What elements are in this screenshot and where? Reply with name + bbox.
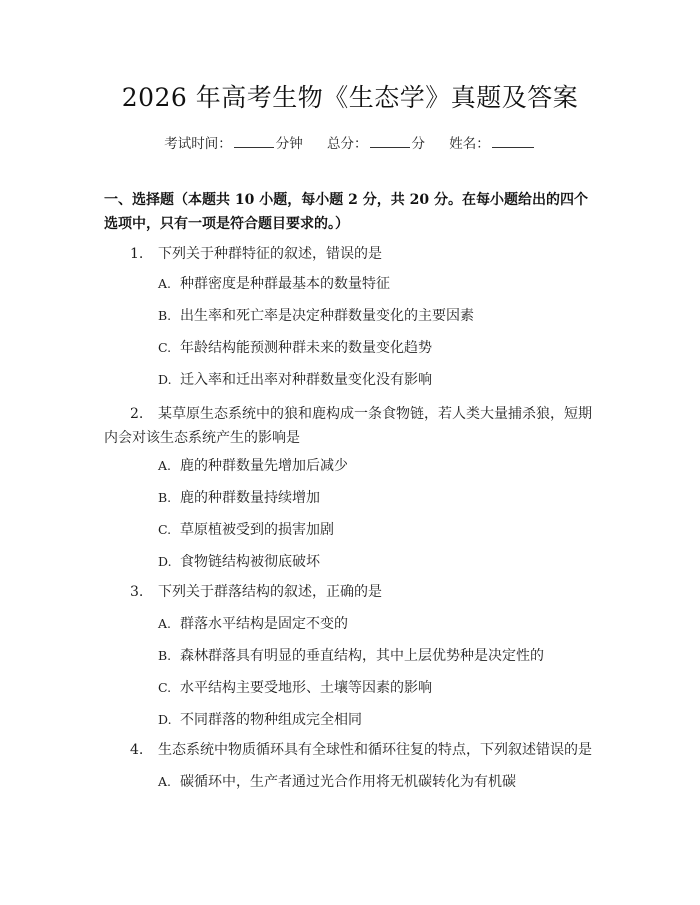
option-text: 食物链结构被彻底破坏 bbox=[180, 554, 320, 570]
option-letter: D. bbox=[158, 554, 172, 569]
exam-info-line bbox=[0, 132, 700, 152]
option-text: 鹿的种群数量先增加后减少 bbox=[180, 458, 348, 474]
option-text: 迁入率和迁出率对种群数量变化没有影响 bbox=[180, 372, 432, 388]
question-3-option-b[interactable] bbox=[158, 646, 544, 666]
question-3-option-d[interactable] bbox=[158, 710, 362, 730]
option-text: 草原植被受到的损害加剧 bbox=[180, 522, 334, 538]
question-2-option-a[interactable] bbox=[158, 456, 348, 476]
option-text: 不同群落的物种组成完全相同 bbox=[180, 712, 362, 728]
option-text: 出生率和死亡率是决定种群数量变化的主要因素 bbox=[180, 308, 474, 324]
option-text: 水平结构主要受地形、土壤等因素的影响 bbox=[180, 680, 432, 696]
total-score-blank[interactable] bbox=[370, 135, 410, 148]
question-stem: 生态系统中物质循环具有全球性和循环往复的特点，下列叙述错误的是 bbox=[158, 742, 592, 758]
question-1 bbox=[104, 242, 596, 266]
question-3-option-c[interactable] bbox=[158, 678, 432, 698]
option-letter: A. bbox=[158, 774, 172, 789]
exam-time-field bbox=[164, 132, 303, 152]
option-text: 种群密度是种群最基本的数量特征 bbox=[180, 276, 390, 292]
option-letter: C. bbox=[158, 680, 172, 695]
exam-time-unit: 分钟 bbox=[275, 136, 303, 152]
question-number: 3. bbox=[130, 584, 144, 600]
question-number: 1. bbox=[130, 246, 144, 262]
question-3-option-a[interactable] bbox=[158, 614, 348, 634]
option-letter: A. bbox=[158, 616, 172, 631]
option-text: 森林群落具有明显的垂直结构，其中上层优势种是决定性的 bbox=[180, 648, 544, 664]
question-1-option-a[interactable] bbox=[158, 274, 390, 294]
student-name-blank[interactable] bbox=[492, 135, 534, 148]
total-score-unit: 分 bbox=[411, 136, 425, 152]
option-text: 年龄结构能预测种群未来的数量变化趋势 bbox=[180, 340, 432, 356]
question-4 bbox=[104, 738, 596, 762]
question-stem: 某草原生态系统中的狼和鹿构成一条食物链，若人类大量捕杀狼，短期内会对该生态系统产生的影响是 bbox=[104, 406, 592, 446]
option-letter: D. bbox=[158, 372, 172, 387]
question-1-option-d[interactable] bbox=[158, 370, 432, 390]
question-1-option-b[interactable] bbox=[158, 306, 474, 326]
option-letter: D. bbox=[158, 712, 172, 727]
question-4-option-a[interactable] bbox=[158, 772, 516, 792]
total-score-field bbox=[327, 132, 425, 152]
question-stem: 下列关于种群特征的叙述，错误的是 bbox=[158, 246, 382, 262]
student-name-label: 姓名： bbox=[449, 136, 490, 152]
option-letter: C. bbox=[158, 340, 172, 355]
option-letter: B. bbox=[158, 490, 172, 505]
option-letter: B. bbox=[158, 648, 172, 663]
question-2-option-b[interactable] bbox=[158, 488, 320, 508]
option-text: 鹿的种群数量持续增加 bbox=[180, 490, 320, 506]
exam-time-label: 考试时间： bbox=[164, 136, 232, 152]
question-3 bbox=[104, 580, 596, 604]
student-name-field bbox=[449, 132, 536, 152]
option-text: 群落水平结构是固定不变的 bbox=[180, 616, 348, 632]
total-score-label: 总分： bbox=[327, 136, 368, 152]
question-2-option-d[interactable] bbox=[158, 552, 320, 572]
option-letter: C. bbox=[158, 522, 172, 537]
option-letter: B. bbox=[158, 308, 172, 323]
question-2 bbox=[104, 402, 596, 450]
option-text: 碳循环中，生产者通过光合作用将无机碳转化为有机碳 bbox=[180, 774, 516, 790]
exam-time-blank[interactable] bbox=[234, 135, 274, 148]
section-heading: 一、选择题（本题共 10 小题，每小题 2 分，共 20 分。在每小题给出的四个选项中，只有一项是符合题目要求的。） bbox=[104, 192, 588, 232]
question-stem: 下列关于群落结构的叙述，正确的是 bbox=[158, 584, 382, 600]
option-letter: A. bbox=[158, 276, 172, 291]
option-letter: A. bbox=[158, 458, 172, 473]
question-number: 2. bbox=[130, 406, 144, 422]
page-title: 2026 年高考生物《生态学》真题及答案 bbox=[121, 83, 579, 112]
question-number: 4. bbox=[130, 742, 144, 758]
question-1-option-c[interactable] bbox=[158, 338, 432, 358]
question-2-option-c[interactable] bbox=[158, 520, 334, 540]
